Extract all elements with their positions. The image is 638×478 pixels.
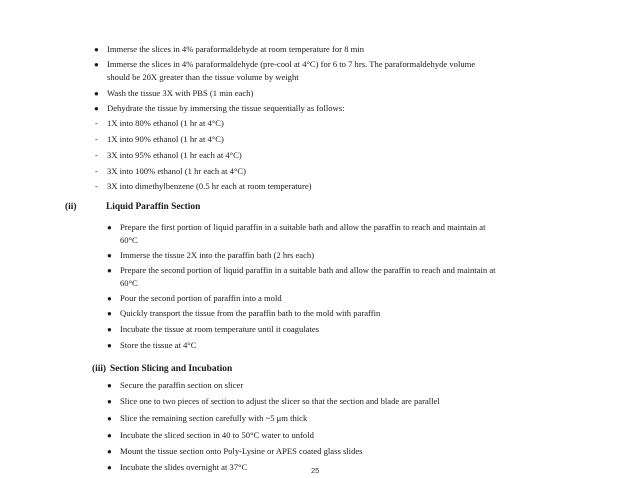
bullet-icon: ●: [107, 251, 112, 260]
bullet-icon: ●: [94, 45, 99, 54]
step-text: Incubate the sliced section in 40 to 50°C water to unfold: [120, 430, 314, 440]
bullet-icon: ●: [107, 325, 112, 334]
dehydration-step: 1X into 80% ethanol (1 hr at 4°C): [107, 118, 224, 128]
step-text: Immerse the slices in 4% paraformaldehyde (pre-cool at 4°C) for 6 to 7 hrs. The paraformaldehyde volume: [107, 59, 476, 69]
dash-marker: -: [95, 118, 98, 128]
bullet-icon: ●: [107, 431, 112, 440]
step-text: Pour the second portion of paraffin into a mold: [120, 293, 282, 303]
dehydration-step: 3X into 95% ethanol (1 hr each at 4°C): [107, 150, 242, 160]
step-text: Mount the tissue section onto Poly-Lysine or APES coated glass slides: [120, 446, 363, 456]
step-text-continued: should be 20X greater than the tissue volume by weight: [107, 72, 299, 82]
step-text: Immerse the slices in 4% paraformaldehyde at room temperature for 8 min: [107, 44, 365, 54]
step-text: Secure the paraffin section on slicer: [120, 380, 244, 390]
dash-marker: -: [95, 150, 98, 160]
step-text: Incubate the slides overnight at 37°C: [120, 462, 248, 472]
dehydration-step: 3X into 100% ethanol (1 hr each at 4°C): [107, 166, 246, 176]
bullet-icon: ●: [94, 104, 99, 113]
dash-marker: -: [95, 134, 98, 144]
section-title: Section Slicing and Incubation: [110, 364, 233, 374]
dash-marker: -: [95, 166, 98, 176]
step-text: Slice the remaining section carefully with ~5 μm thick: [120, 413, 308, 423]
step-text: Dehydrate the tissue by immersing the tissue sequentially as follows:: [107, 103, 345, 113]
bullet-icon: ●: [94, 60, 99, 69]
bullet-icon: ●: [94, 89, 99, 98]
step-text-continued: 60°C: [120, 278, 138, 288]
bullet-icon: ●: [107, 266, 112, 275]
step-text: Wash the tissue 3X with PBS (1 min each): [107, 88, 254, 98]
section-number: (iii): [92, 364, 107, 374]
bullet-icon: ●: [107, 341, 112, 350]
dehydration-step: 1X into 90% ethanol (1 hr at 4°C): [107, 134, 224, 144]
bullet-icon: ●: [107, 381, 112, 390]
step-text-continued: 60°C: [120, 235, 138, 245]
bullet-icon: ●: [107, 447, 112, 456]
bullet-icon: ●: [107, 223, 112, 232]
bullet-icon: ●: [107, 414, 112, 423]
section-title: Liquid Paraffin Section: [106, 202, 201, 212]
step-text: Prepare the second portion of liquid paraffin in a suitable bath and allow the paraffin to reach and maintain at: [120, 265, 496, 275]
page-number: 25: [311, 466, 320, 475]
section-number: (ii): [65, 202, 77, 212]
step-text: Prepare the first portion of liquid paraffin in a suitable bath and allow the paraffin to reach and maintain at: [120, 222, 486, 232]
step-text: Slice one to two pieces of section to adjust the slicer so that the section and blade are parallel: [120, 396, 440, 406]
bullet-icon: ●: [107, 463, 112, 472]
dehydration-step: 3X into dimethylbenzene (0.5 hr each at room temperature): [107, 181, 312, 191]
bullet-icon: ●: [107, 294, 112, 303]
step-text: Immerse the tissue 2X into the paraffin bath (2 hrs each): [120, 250, 315, 260]
step-text: Incubate the tissue at room temperature until it coagulates: [120, 324, 320, 334]
dash-marker: -: [95, 181, 98, 191]
step-text: Store the tissue at 4°C: [120, 340, 197, 350]
bullet-icon: ●: [107, 309, 112, 318]
bullet-icon: ●: [107, 397, 112, 406]
step-text: Quickly transport the tissue from the paraffin bath to the mold with paraffin: [120, 308, 381, 318]
